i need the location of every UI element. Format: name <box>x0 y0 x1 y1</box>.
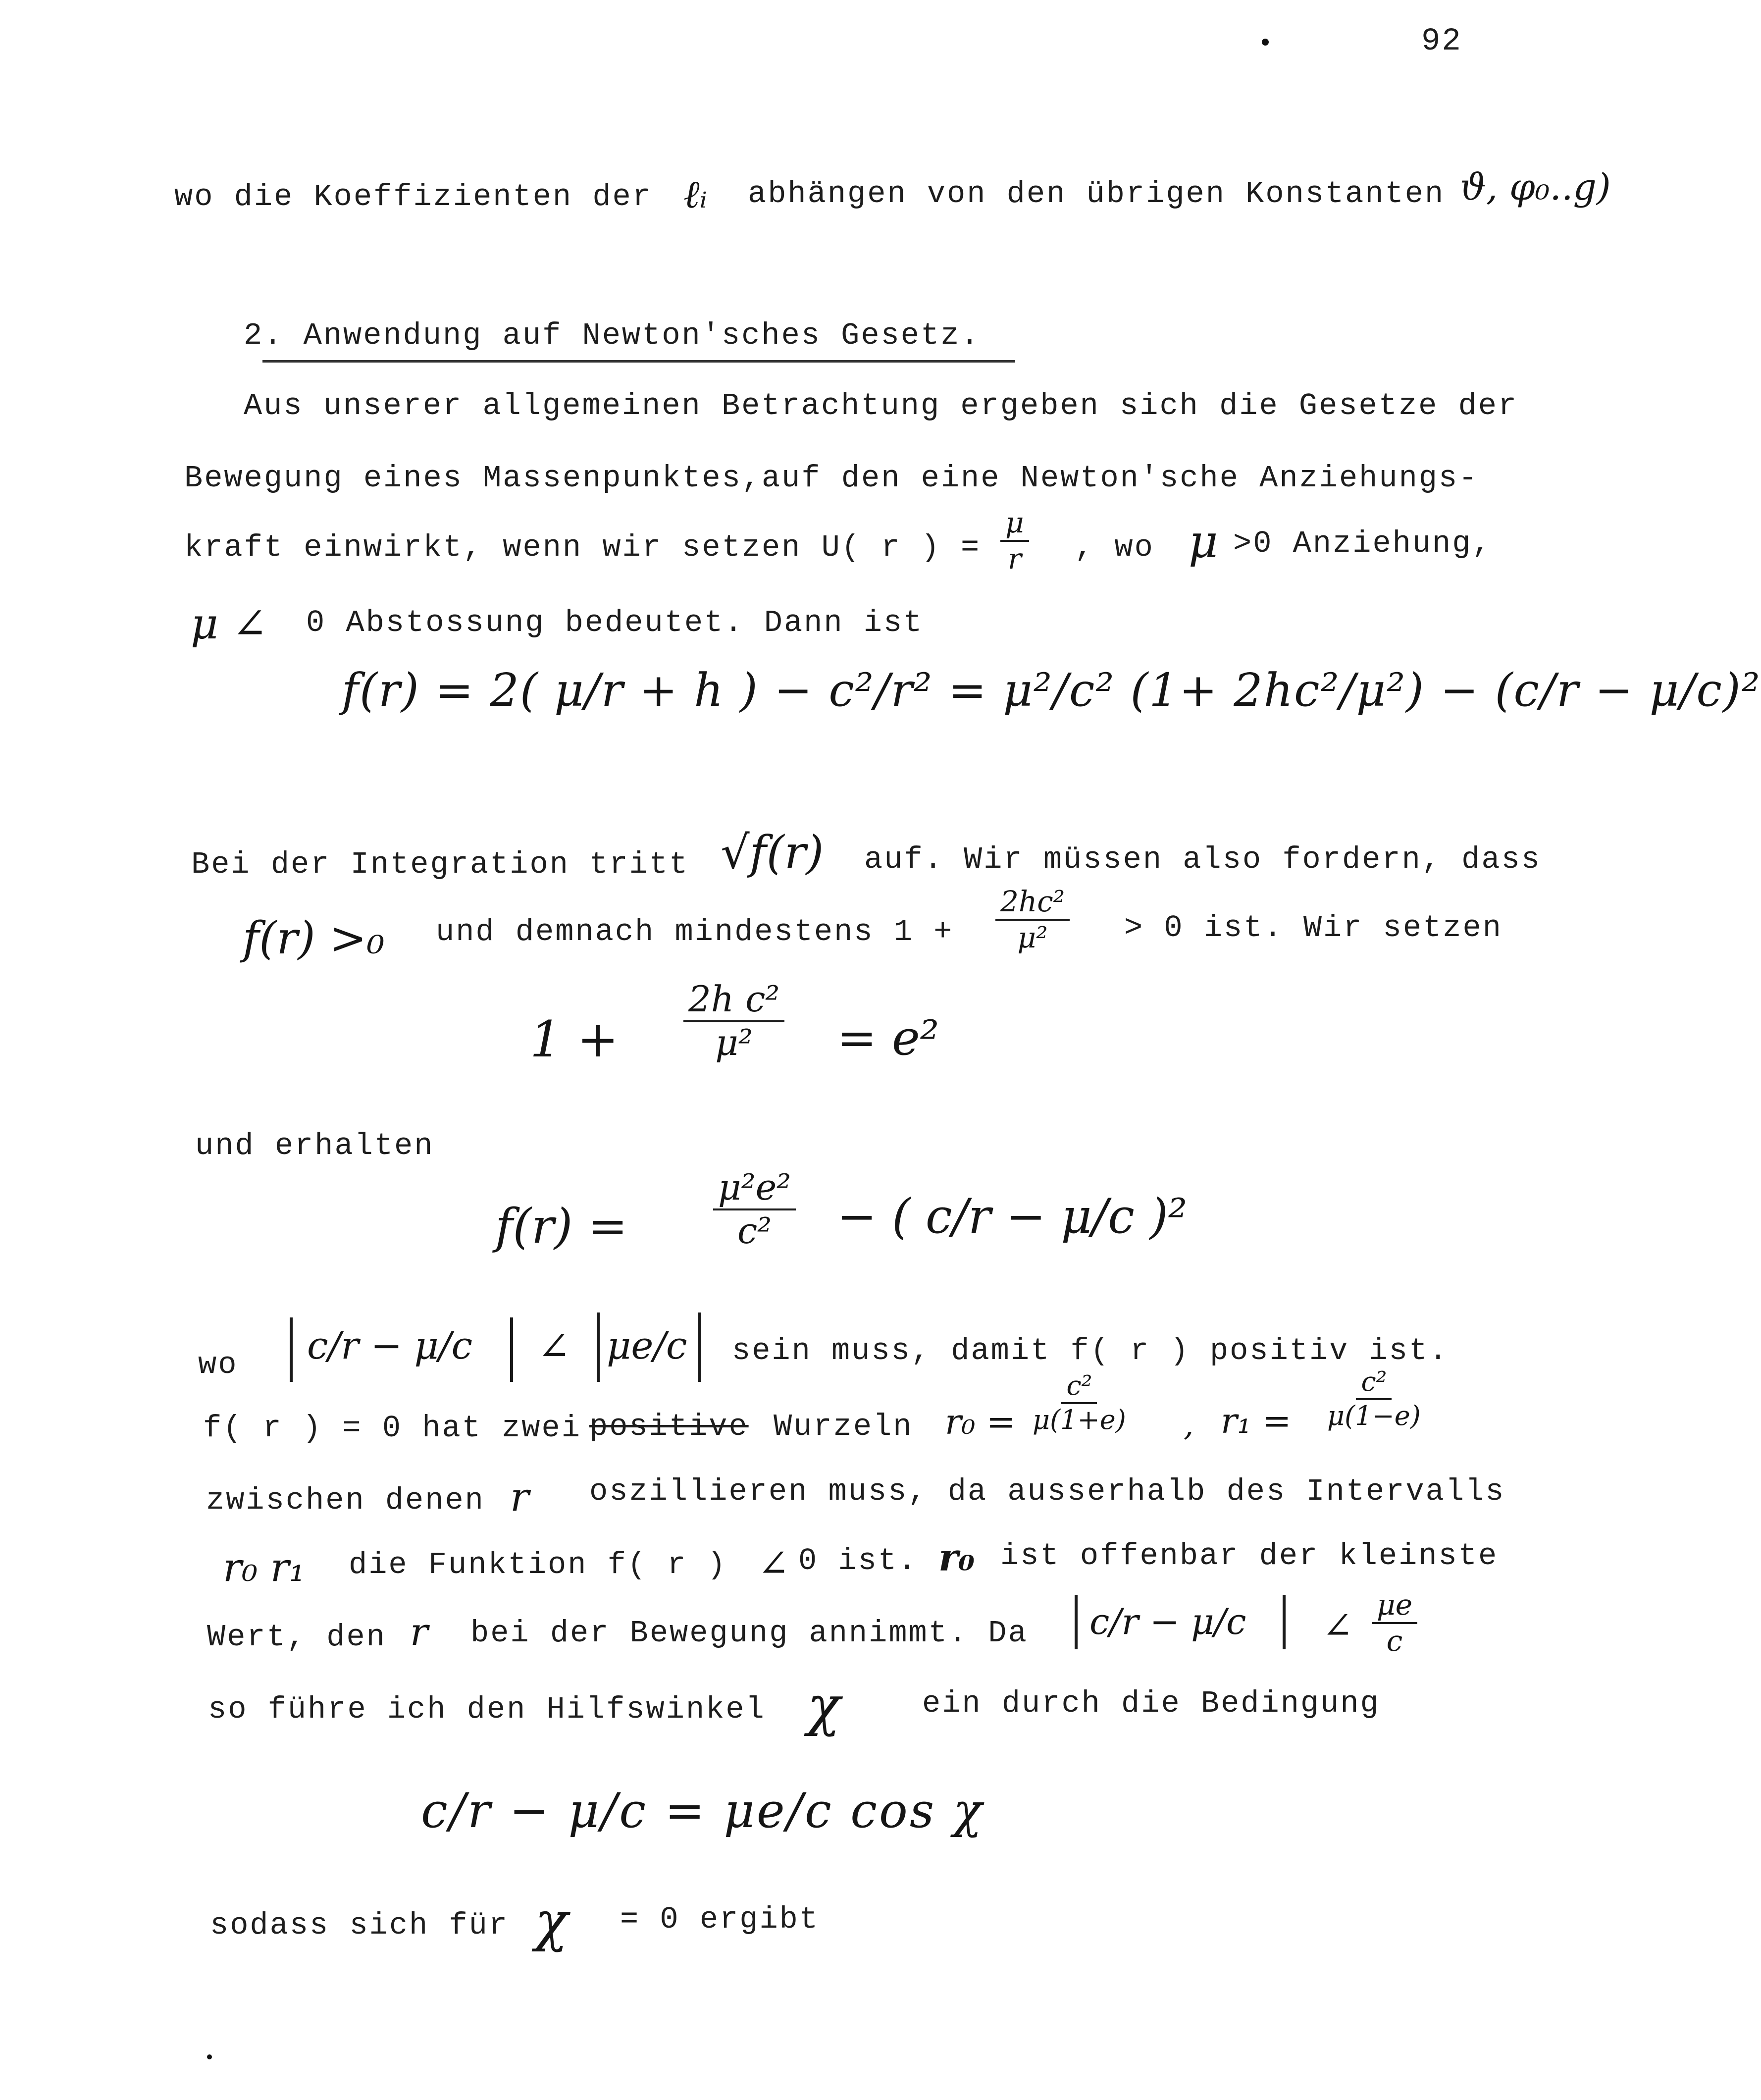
line-15-chi: χ <box>807 1674 840 1737</box>
line-11-text-b: Wurzeln <box>774 1409 913 1444</box>
frac-denominator: r <box>1007 541 1022 576</box>
line-12-text-a: zwischen denen <box>206 1483 485 1518</box>
line-3-text: Aus unserer allgemeinen Betrachtung ergeben sich die Gesetze der <box>244 388 1518 423</box>
line-12-text-b: oszillieren muss, da ausserhalb des Intervalls <box>589 1474 1505 1509</box>
line-5-text-c: >0 Anziehung, <box>1233 526 1492 561</box>
line-16-chi: χ <box>535 1890 568 1953</box>
equation-2-fraction <box>683 978 784 1063</box>
line-7-sqrt-f: √f(r) <box>721 826 824 879</box>
line-13-text-b: 0 ist. <box>798 1543 918 1578</box>
paper-speck-bottom <box>207 2054 212 2059</box>
equation-3-lhs: f(r) = <box>495 1199 628 1254</box>
equation-3-fraction <box>713 1166 796 1252</box>
line-11-r1: r₁ = <box>1221 1401 1292 1441</box>
abs-bar-left <box>290 1317 293 1382</box>
frac-denominator: μ² <box>715 1021 753 1063</box>
line-8-fraction <box>995 887 1070 953</box>
frac-numerator: μ <box>1000 508 1029 542</box>
frac-numerator: c² <box>1356 1368 1392 1400</box>
line-14-text-b: bei der Bewegung annimmt. Da <box>470 1616 1028 1651</box>
line-1-text-b: abhängen von den übrigen Konstanten <box>748 176 1445 211</box>
line-8-text-b: > 0 ist. Wir setzen <box>1124 910 1502 945</box>
line-11-r0-fraction <box>1033 1372 1126 1434</box>
paper-speck <box>1262 39 1269 46</box>
page-number: 92 <box>1421 24 1462 59</box>
frac-denominator: c <box>1386 1624 1403 1658</box>
line-13-text-a: die Funktion f( r ) <box>349 1547 727 1582</box>
line-1-text: wo die Koeffizienten der <box>174 179 652 214</box>
frac-denominator: μ² <box>1017 920 1048 954</box>
line-5-text-b: , wo <box>1075 530 1154 565</box>
abs-bar-right-2 <box>698 1312 701 1382</box>
equation-2-lhs: 1 + <box>530 1010 619 1068</box>
abs-bar-right-3 <box>1283 1595 1286 1649</box>
line-4-text: Bewegung eines Massenpunktes,auf den eine Newton'sche Anziehungs- <box>184 461 1479 496</box>
line-11-struck-word: positive <box>589 1409 749 1444</box>
line-6-text: 0 Abstossung bedeutet. Dann ist <box>306 605 924 640</box>
abs-bar-right <box>510 1317 513 1382</box>
frac-denominator: μ(1−e) <box>1327 1400 1421 1431</box>
frac-denominator: c² <box>737 1209 772 1252</box>
line-14-abs: c/r − μ/c <box>1089 1601 1246 1642</box>
line-10-lt: ∠ <box>537 1323 571 1369</box>
line-14-fraction <box>1372 1590 1417 1656</box>
line-10-text-b: sein muss, damit f( r ) positiv ist. <box>732 1333 1449 1368</box>
abs-bar-left-2 <box>597 1312 600 1382</box>
abs-bar-left-3 <box>1075 1595 1078 1649</box>
line-5-text-a: kraft einwirkt, wenn wir setzen U( r ) = <box>184 530 981 565</box>
line-14-text-a: Wert, den <box>207 1620 386 1655</box>
line-5-mu: μ <box>1189 515 1218 568</box>
line-10-abs-2: μe/c <box>607 1323 687 1367</box>
line-10-wo: wo <box>198 1347 238 1382</box>
line-16-text-a: sodass sich für <box>210 1908 509 1943</box>
line-15-text-a: so führe ich den Hilfswinkel <box>208 1692 766 1727</box>
frac-denominator: μ(1+e) <box>1033 1404 1126 1435</box>
line-13-r0-r1: r₀ r₁ <box>223 1544 306 1590</box>
line-15-text-b: ein durch die Bedingung <box>922 1686 1380 1721</box>
line-13-text-c: ist offenbar der kleinste <box>1000 1538 1499 1574</box>
line-16-text-b: = 0 ergibt <box>620 1902 820 1937</box>
line-5-mu-over-r <box>1000 508 1029 574</box>
frac-numerator: μ²e² <box>713 1169 796 1210</box>
line-11-r0: r₀ = <box>945 1402 1016 1442</box>
line-11-text-a: f( r ) = 0 hat zwei <box>203 1411 581 1446</box>
equation-1: f(r) = 2( μ/r + h ) − c²/r² = μ²/c² (1+ 2hc²/μ²) − (c/r − μ/c)² <box>342 664 1761 717</box>
line-1-e-i: ℓᵢ <box>683 172 708 217</box>
frac-numerator: 2h c² <box>683 981 784 1022</box>
line-1-tail: ϑ, φ₀..g) <box>1460 166 1611 209</box>
line-6-mu-lt: μ ∠ <box>191 599 268 649</box>
line-11-r1-fraction <box>1327 1368 1421 1430</box>
line-14-lt: ∠ <box>1322 1605 1353 1647</box>
equation-2-rhs: = e² <box>837 1010 939 1066</box>
line-7-text-a: Bei der Integration tritt <box>191 847 689 882</box>
line-8-f-positive: f(r) >₀ <box>243 912 385 964</box>
equation-3-rhs: − ( c/r − μ/c )² <box>837 1189 1188 1244</box>
line-12-r: r <box>510 1474 529 1520</box>
line-10-abs: c/r − μ/c <box>307 1323 473 1367</box>
section-heading: 2. Anwendung auf Newton'sches Gesetz. <box>244 318 981 353</box>
frac-numerator: μe <box>1372 1590 1417 1624</box>
line-11-comma: , <box>1184 1407 1194 1443</box>
line-8-text-a: und demnach mindestens 1 + <box>436 914 954 949</box>
line-13-r0: r₀ <box>938 1535 975 1579</box>
frac-numerator: c² <box>1061 1372 1097 1404</box>
heading-underline <box>262 360 1015 363</box>
line-7-text-b: auf. Wir müssen also fordern, dass <box>864 842 1542 877</box>
frac-numerator: 2hc² <box>995 887 1070 921</box>
line-13-lt: ∠ <box>758 1541 789 1585</box>
line-9-text: und erhalten <box>195 1128 434 1163</box>
line-14-r: r <box>410 1610 428 1654</box>
equation-4: c/r − μ/c = μe/c cos χ <box>421 1783 984 1838</box>
